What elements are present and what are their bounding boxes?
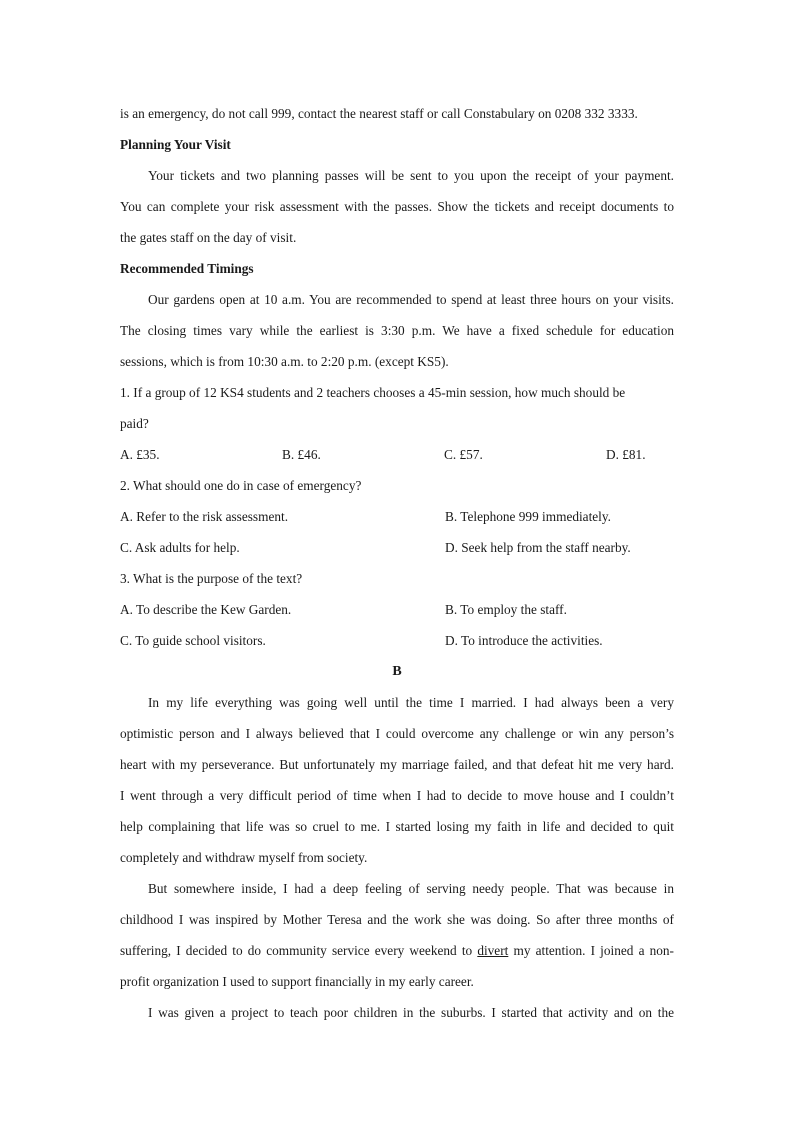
question-1-options [120,439,674,470]
b-para2-line-2: childhood I was inspired by Mother Teresa and the work she was doing. So after three months of [120,912,674,927]
planning-heading: Planning Your Visit [120,137,231,152]
document-page [120,98,674,1028]
timings-line-2: The closing times vary while the earliest is 3:30 p.m. We have a fixed schedule for education [120,323,674,338]
b-para3-line-1: I was given a project to teach poor children in the suburbs. I started that activity and on the [148,1005,674,1020]
passage-b-label: B [392,664,402,679]
question-2-option-c: C. Ask adults for help. [120,540,240,555]
b-para1-line-4: I went through a very difficult period of time when I had to decide to move house and I couldn’t [120,788,674,803]
b-para2-line-3-after: my attention. I joined a non- [508,943,674,958]
timings-line-1: Our gardens open at 10 a.m. You are recommended to spend at least three hours on your visits. [148,292,674,307]
question-1-option-b: B. £46. [282,447,321,462]
planning-line-2: You can complete your risk assessment with the passes. Show the tickets and receipt documents to [120,199,674,214]
b-para2-line-4: profit organization I used to support financially in my early career. [120,974,474,989]
question-2-stem: 2. What should one do in case of emergency? [120,478,362,493]
question-3-option-c: C. To guide school visitors. [120,633,266,648]
question-3-option-a: A. To describe the Kew Garden. [120,602,292,617]
underlined-word-divert: divert [477,943,509,958]
b-para1-line-1: In my life everything was going well until the time I married. I had always been a very [148,695,674,710]
b-para1-line-5: help complaining that life was so cruel to me. I started losing my faith in life and decided to quit [120,819,674,834]
passage-a-intro-tail: is an emergency, do not call 999, contact the nearest staff or call Constabulary on 0208 332 3333. [120,106,638,121]
question-2-options-row-1 [120,501,674,532]
b-para1-line-6: completely and withdraw myself from society. [120,850,368,865]
b-para1-line-2: optimistic person and I always believed that I could overcome any challenge or win any person’s [120,726,674,741]
question-3-option-b: B. To employ the staff. [445,602,567,617]
question-2-option-a: A. Refer to the risk assessment. [120,509,289,524]
question-1-option-d: D. £81. [606,447,646,462]
planning-line-1: Your tickets and two planning passes will be sent to you upon the receipt of your payment. [148,168,674,183]
question-2-option-d: D. Seek help from the staff nearby. [445,540,631,555]
timings-line-3: sessions, which is from 10:30 a.m. to 2:20 p.m. (except KS5). [120,354,449,369]
question-3-options-row-2 [120,625,674,656]
b-para2-line-3-before: suffering, I decided to do community service every weekend to [120,943,478,958]
timings-heading: Recommended Timings [120,261,254,276]
planning-line-3: the gates staff on the day of visit. [120,230,297,245]
b-para2-line-3 [120,935,674,966]
question-2-options-row-2 [120,532,674,563]
question-3-options-row-1 [120,594,674,625]
question-1-option-c: C. £57. [444,447,483,462]
question-1-stem-line-1: 1. If a group of 12 KS4 students and 2 teachers chooses a 45-min session, how much should be [120,385,626,400]
question-2-option-b: B. Telephone 999 immediately. [445,509,611,524]
question-1-stem-line-2: paid? [120,416,149,431]
question-3-option-d: D. To introduce the activities. [445,633,603,648]
b-para2-line-1: But somewhere inside, I had a deep feeling of serving needy people. That was because in [148,881,674,896]
b-para1-line-3: heart with my perseverance. But unfortunately my marriage failed, and that defeat hit me very hard. [120,757,674,772]
question-1-option-a: A. £35. [120,447,160,462]
question-3-stem: 3. What is the purpose of the text? [120,571,303,586]
